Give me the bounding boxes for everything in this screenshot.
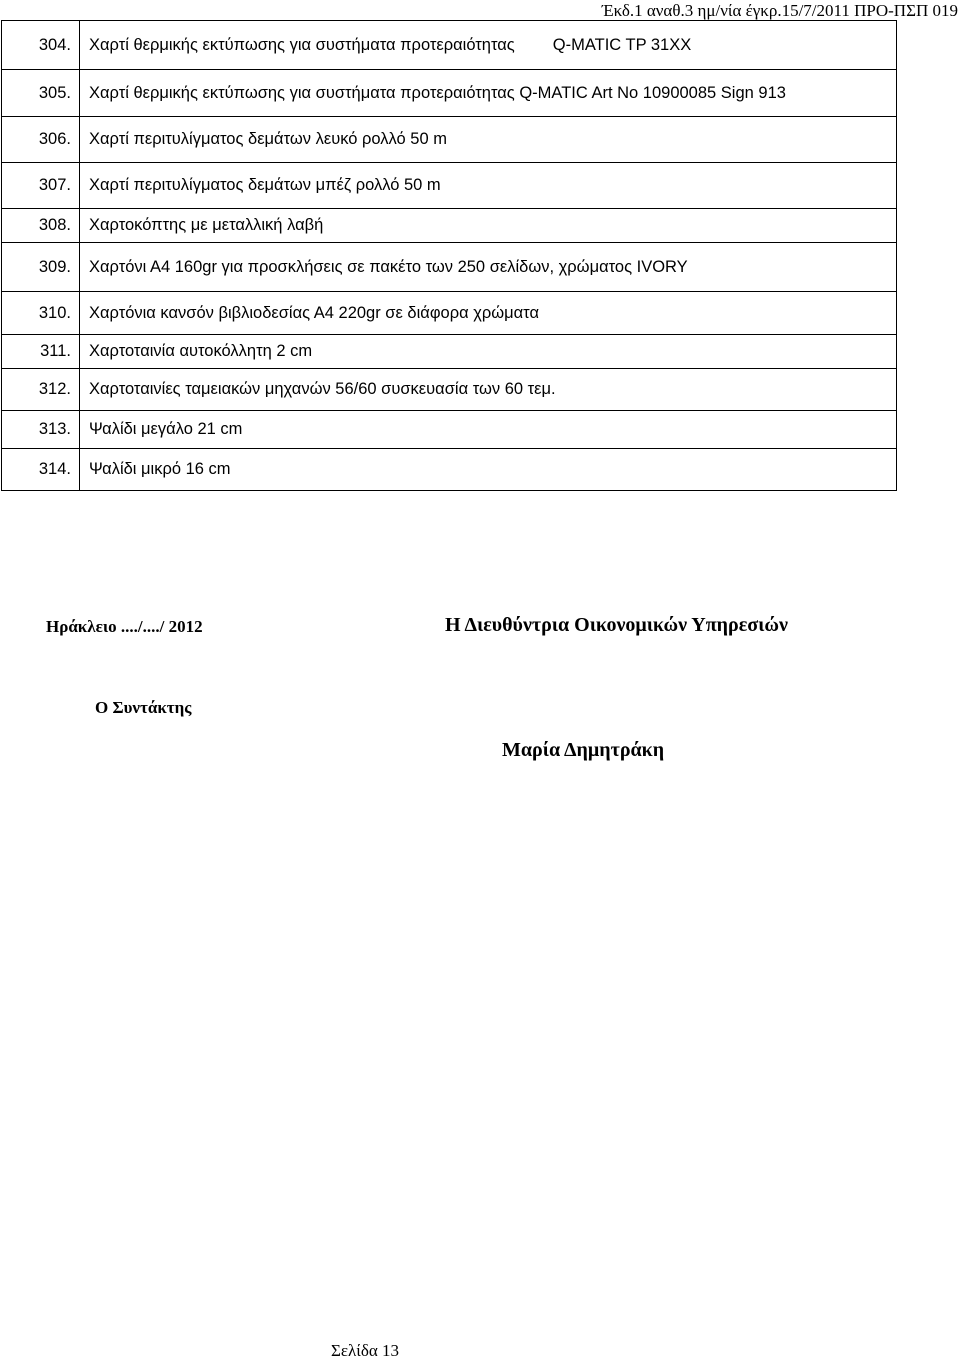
place-date: Ηράκλειο ..../..../ 2012	[46, 617, 203, 636]
document-reference: Έκδ.1 αναθ.3 ημ/νία έγκρ.15/7/2011 ΠΡΟ-ΠΣΠ 019	[601, 1, 958, 20]
item-number: 306.	[2, 117, 80, 163]
page-number: Σελίδα 13	[331, 1341, 400, 1360]
table-row	[2, 209, 897, 243]
item-description: Χαρτοταινία αυτοκόλλητη 2 cm	[89, 342, 313, 360]
table-row	[2, 243, 897, 292]
item-description: Χαρτοταινίες ταμειακών μηχανών 56/60 συσκευασία των 60 τεμ.	[89, 380, 556, 398]
item-description-cell	[80, 163, 897, 209]
item-description: Χαρτί θερμικής εκτύπωσης για συστήματα προτεραιότητας	[89, 35, 515, 54]
item-description-cell	[80, 369, 897, 411]
item-number: 310.	[2, 292, 80, 335]
item-number: 304.	[2, 21, 80, 70]
item-description: Χαρτοκόπτης με μεταλλική λαβή	[89, 216, 324, 234]
item-description: Χαρτί περιτυλίγματος δεμάτων λευκό ρολλό 50 m	[89, 130, 447, 148]
item-number: 305.	[2, 70, 80, 117]
table-row	[2, 369, 897, 411]
item-number: 307.	[2, 163, 80, 209]
table-row	[2, 292, 897, 335]
table-row	[2, 335, 897, 369]
table-row	[2, 70, 897, 117]
item-description-cell	[80, 335, 897, 369]
item-description-cell	[80, 449, 897, 491]
item-model: Q-MATIC TP 31XX	[552, 35, 692, 54]
item-description-cell	[80, 292, 897, 335]
director-title: Η Διευθύντρια Οικονομικών Υπηρεσιών	[445, 614, 788, 636]
item-number: 313.	[2, 411, 80, 449]
item-number: 314.	[2, 449, 80, 491]
item-number: 308.	[2, 209, 80, 243]
table-row	[2, 449, 897, 491]
items-table	[1, 20, 897, 491]
item-description-cell	[80, 243, 897, 292]
item-description-cell	[80, 117, 897, 163]
item-description: Χαρτόνια κανσόν βιβλιοδεσίας Α4 220gr σε διάφορα χρώματα	[89, 303, 540, 322]
item-description: Χαρτόνι Α4 160gr για προσκλήσεις σε πακέτο των 250 σελίδων, χρώματος IVORY	[89, 257, 688, 276]
item-description: Ψαλίδι μεγάλο 21 cm	[89, 420, 243, 438]
item-description: Ψαλίδι μικρό 16 cm	[89, 460, 231, 478]
table-row	[2, 163, 897, 209]
item-description-cell	[80, 209, 897, 243]
item-number: 311.	[2, 335, 80, 369]
item-description-cell	[80, 70, 897, 117]
table-row	[2, 117, 897, 163]
table-row	[2, 411, 897, 449]
table-row	[2, 21, 897, 70]
item-description: Χαρτί θερμικής εκτύπωσης για συστήματα προτεραιότητας Q-MATIC Art No 10900085 Sign 913	[89, 83, 786, 102]
items-table-body	[2, 21, 897, 491]
item-description: Χαρτί περιτυλίγματος δεμάτων μπέζ ρολλό 50 m	[89, 176, 441, 194]
item-number: 309.	[2, 243, 80, 292]
composer-label: Ο Συντάκτης	[95, 698, 192, 717]
director-name: Μαρία Δημητράκη	[502, 739, 665, 761]
item-description-cell	[80, 21, 897, 70]
item-number: 312.	[2, 369, 80, 411]
item-description-cell	[80, 411, 897, 449]
